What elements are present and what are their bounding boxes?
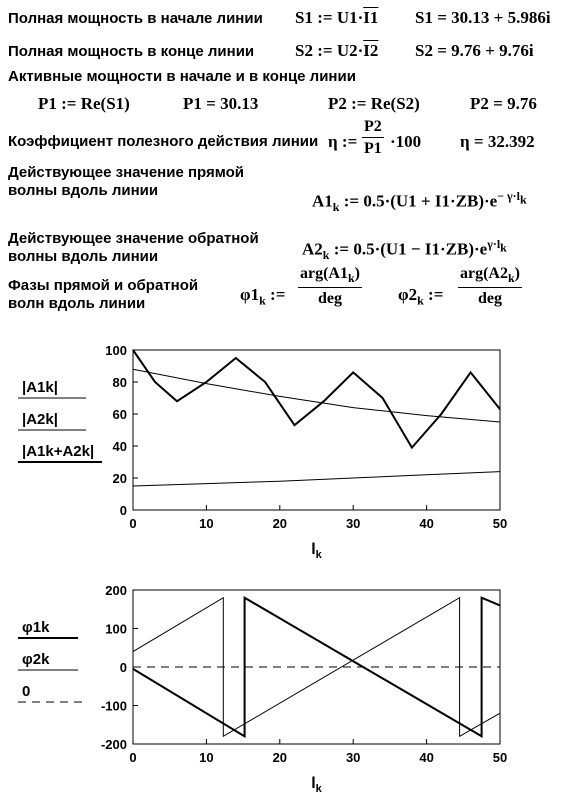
y-tick-label: 60	[112, 407, 127, 422]
phi2-fraction	[458, 265, 522, 308]
x-axis-label: $l_k$	[311, 541, 322, 561]
y-tick-label: 20	[112, 471, 127, 486]
a2-exponent	[487, 237, 507, 255]
a2-formula	[302, 234, 507, 265]
eta-multiplier: ·100	[390, 132, 422, 151]
a2-expression: := 0.5·(U1 − I1·ZB)·e	[329, 239, 488, 259]
x-tick-label: 30	[345, 516, 361, 531]
x-tick-label: 30	[345, 750, 361, 765]
y-tick-label: 0	[119, 503, 127, 518]
full-power-start-label: Полная мощность в начале линии	[8, 10, 263, 27]
efficiency-label: Коэффициент полезного действия линии	[8, 133, 319, 150]
eta-denominator: P1	[364, 140, 382, 157]
phi1-denominator: deg	[318, 290, 342, 308]
a1-exponent	[497, 189, 527, 207]
phi2-numerator: $arg(A2_k)$	[458, 265, 522, 288]
eta-value: η = 32.392	[460, 132, 535, 151]
x-tick-label: 0	[129, 750, 137, 765]
phi2-lhs	[398, 285, 443, 310]
a2-index: k	[322, 248, 330, 263]
x-tick-label: 50	[492, 750, 508, 765]
y-tick-label: 40	[112, 439, 127, 454]
y-tick-label: 80	[112, 375, 127, 390]
i1-conj-term: I1	[363, 8, 379, 27]
a1-formula	[312, 186, 527, 217]
phase-label-2: волн вдоль линии	[8, 295, 146, 312]
s1-lhs: S1 :=	[295, 8, 333, 27]
x-axis-label-sub: k	[315, 549, 322, 561]
phi1-num-index: k	[347, 271, 355, 286]
full-power-end-label: Полная мощность в конце линии	[8, 43, 255, 60]
a1-expression: := 0.5·(U1 + I1·ZB)·e	[339, 191, 498, 211]
x-tick-label: 40	[419, 750, 434, 765]
phi2-symbol: φ2	[398, 285, 418, 304]
y-tick-label: 0	[119, 660, 127, 675]
phi2-assign: :=	[428, 285, 444, 304]
y-tick-label: -100	[100, 698, 127, 714]
phi2-denominator: deg	[478, 290, 502, 308]
p2-definition: P2 := Re(S2)	[328, 94, 420, 113]
phi1-index: k	[259, 293, 266, 308]
backward-wave-label-1: Действующее значение обратной	[8, 230, 259, 247]
x-tick-label: 10	[199, 516, 214, 531]
eta-numerator: P2	[362, 118, 384, 138]
active-power-label: Активные мощности в начале и в конце линии	[8, 68, 356, 85]
phi2-index: k	[417, 293, 424, 308]
phi1-assign: :=	[270, 285, 286, 304]
x-tick-label: 50	[492, 516, 508, 531]
eta-lhs: η :=	[328, 132, 358, 151]
s2-lhs: S2 :=	[295, 41, 333, 60]
y-tick-label: 100	[105, 621, 127, 637]
a1-index: k	[332, 200, 340, 215]
p1-definition: P1 := Re(S1)	[38, 94, 130, 113]
s2-result: S2 = 9.76 + 9.76i	[415, 41, 534, 60]
legend-label-2: |A2k|	[22, 411, 58, 428]
x-tick-label: 20	[272, 750, 288, 765]
phi1-fraction	[298, 265, 362, 308]
plot-frame	[133, 350, 500, 510]
a1-exponent-index: k	[520, 192, 527, 207]
s2-formula: S2 := U2·I2	[295, 41, 379, 60]
series-line-1	[133, 369, 500, 422]
p2-value: P2 = 9.76	[470, 94, 537, 113]
a2-exponent-index: k	[500, 240, 507, 255]
u2-term: U2	[336, 41, 358, 60]
backward-wave-label-2: волны вдоль линии	[8, 248, 159, 265]
legend-label-3: |A1k+A2k|	[22, 443, 95, 460]
legend-label-1: φ1k	[22, 619, 50, 636]
x-axis-label-sub: k	[315, 783, 322, 795]
legend-label-1: |A1k|	[22, 379, 58, 396]
phi1-numerator: $arg(A1_k)$	[298, 265, 362, 288]
phi1-symbol: φ1	[240, 285, 260, 304]
series-line-3	[133, 350, 500, 448]
forward-wave-label-2: волны вдоль линии	[8, 182, 159, 199]
i2-conj-term: I2	[363, 41, 379, 60]
x-tick-label: 40	[419, 516, 434, 531]
s1-formula: S1 := U1·I1	[295, 8, 379, 27]
s1-result: S1 = 30.13 + 5.986i	[415, 8, 551, 27]
phi1-num-text: arg(A1	[300, 265, 348, 282]
x-tick-label: 0	[129, 516, 137, 531]
legend-label-3: 0	[22, 683, 31, 700]
y-tick-label: 200	[105, 583, 127, 598]
amplitude-chart	[0, 340, 580, 570]
phi2-num-text: arg(A2	[460, 265, 508, 282]
y-tick-label: -200	[100, 737, 127, 752]
p1-value: P1 = 30.13	[183, 94, 259, 113]
phase-chart	[0, 578, 580, 798]
a2-symbol: A2	[302, 239, 323, 259]
a1-exponent-text: − γ·l	[497, 189, 520, 203]
phi1-lhs	[240, 285, 285, 310]
y-tick-label: 100	[105, 343, 127, 358]
x-axis-label: $l_k$	[311, 775, 322, 795]
x-tick-label: 20	[272, 516, 288, 531]
u1-term: U1	[336, 8, 358, 27]
phi2-num-index: k	[507, 271, 515, 286]
a2-exponent-text: γ·l	[487, 237, 501, 251]
legend-label-2: φ2k	[22, 651, 50, 668]
x-tick-label: 10	[199, 750, 214, 765]
eta-fraction	[362, 118, 384, 158]
forward-wave-label-1: Действующее значение прямой	[8, 164, 245, 181]
series-line-2	[133, 472, 500, 486]
a1-symbol: A1	[312, 191, 333, 211]
phase-label-1: Фазы прямой и обратной	[8, 277, 199, 294]
